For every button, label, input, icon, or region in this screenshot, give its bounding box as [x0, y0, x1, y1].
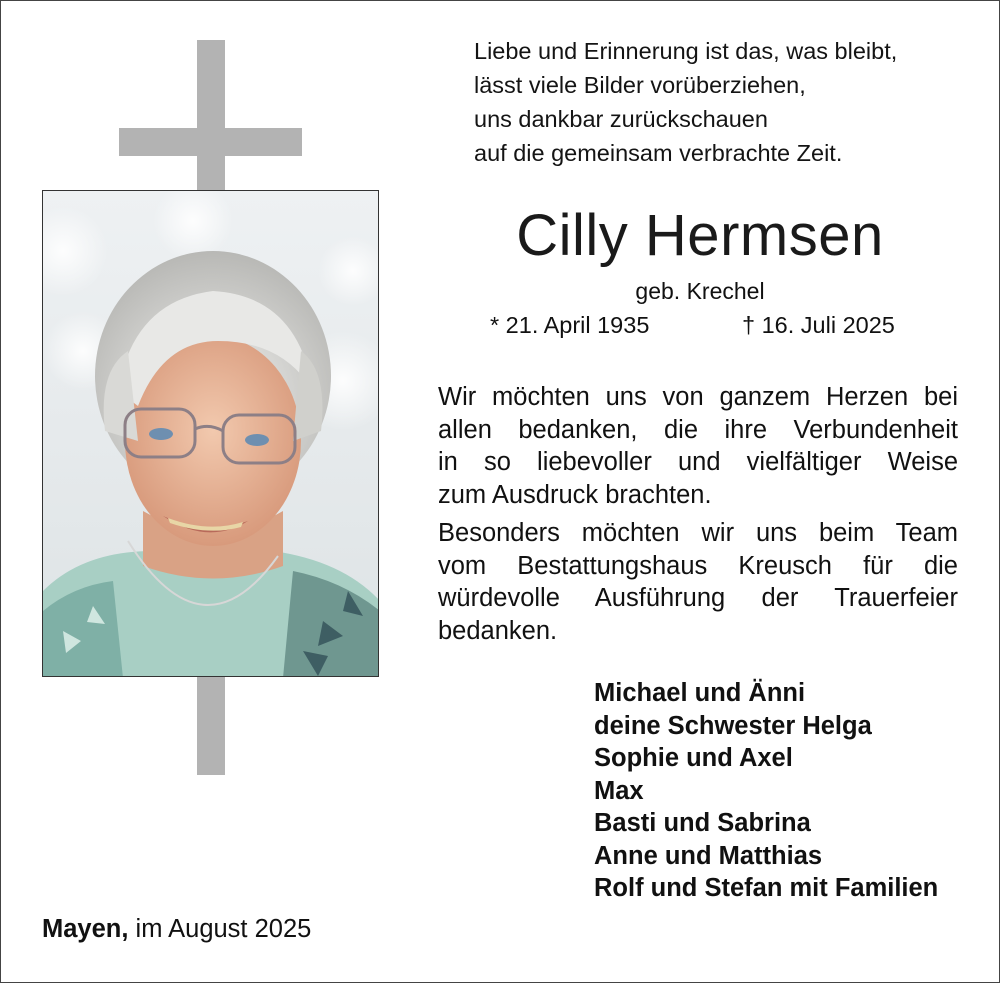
text-line: würdevolle Ausführung der Trauerfeier — [438, 584, 958, 612]
thanks-paragraph-2 — [438, 517, 958, 647]
place-date — [42, 912, 311, 946]
memorial-poem — [474, 34, 974, 170]
text-line: vom Bestattungshaus Kreusch für die — [438, 551, 958, 580]
date: im August 2025 — [128, 915, 312, 943]
text-line: Wir möchten uns von ganzem Herzen bei — [438, 383, 958, 411]
signature-line: Max — [594, 776, 644, 805]
signature-line: Basti und Sabrina — [594, 809, 811, 837]
text-line: zum Ausdruck brachten. — [438, 480, 712, 509]
signature-line: Michael und Änni — [594, 679, 806, 707]
poem-line: uns dankbar zurückschauen — [474, 106, 768, 132]
portrait-illustration — [43, 191, 379, 677]
maiden-name: geb. Krechel — [635, 278, 765, 304]
text-line: Besonders möchten wir uns beim Team — [438, 519, 958, 547]
death-date: † 16. Juli 2025 — [742, 312, 895, 338]
signature-line: deine Schwester Helga — [594, 711, 872, 740]
signature-line: Rolf und Stefan mit Familien — [594, 874, 939, 902]
poem-line: Liebe und Erinnerung ist das, was bleibt, — [474, 38, 898, 64]
family-signatures — [594, 677, 938, 905]
signature-line: Sophie und Axel — [594, 744, 793, 772]
birth-date: * 21. April 1935 — [490, 312, 650, 338]
portrait-photo — [42, 190, 379, 677]
poem-line: auf die gemeinsam verbrachte Zeit. — [474, 140, 843, 166]
text-line: in so liebevoller und vielfältiger Weise — [438, 448, 958, 476]
place: Mayen, — [42, 915, 129, 943]
poem-line: lässt viele Bilder vorüberziehen, — [474, 72, 806, 98]
signature-line: Anne und Matthias — [594, 841, 823, 870]
deceased-name: Cilly Hermsen — [516, 203, 884, 268]
text-line: allen bedanken, die ihre Verbundenheit — [438, 415, 958, 444]
thanks-paragraph-1 — [438, 381, 958, 511]
cross-icon-crossbar — [119, 128, 302, 156]
text-line: bedanken. — [438, 616, 558, 645]
